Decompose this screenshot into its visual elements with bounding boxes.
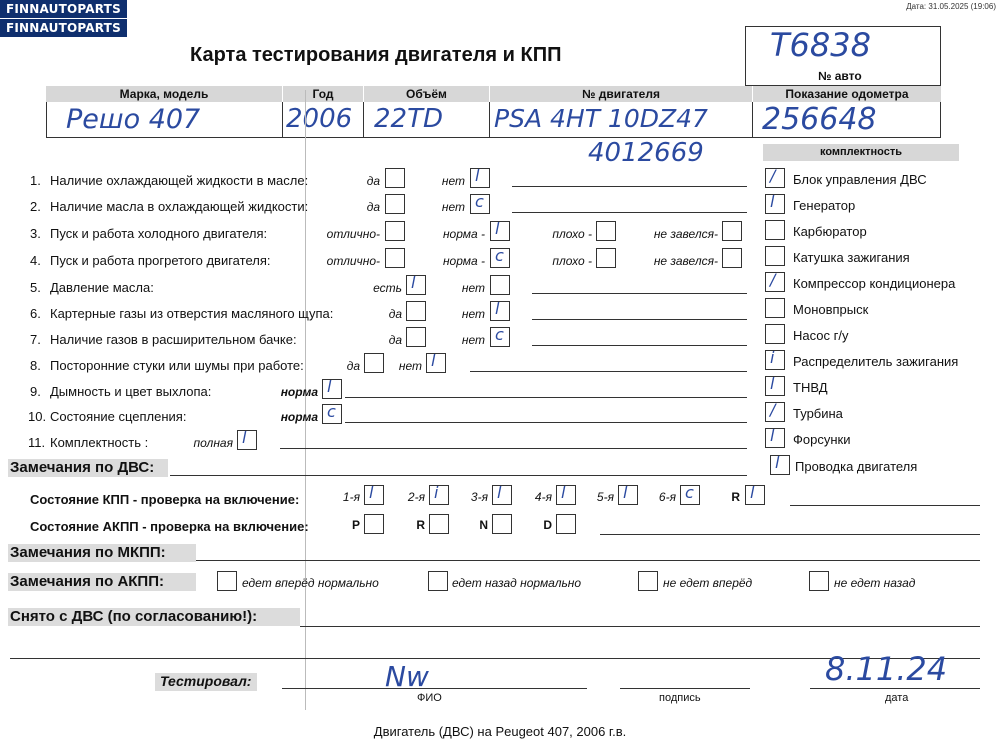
complect-power-steering-pump-label: Насос г/у	[793, 328, 849, 343]
row-4-normal-checkbox[interactable]: c	[490, 248, 510, 268]
row-2-opt-yes: да	[366, 200, 380, 214]
row-2-no-checkbox[interactable]: c	[470, 194, 490, 214]
row-6-number: 6.	[30, 306, 41, 321]
row-2-notes-line	[512, 212, 747, 213]
akpp-label: Состояние АКПП - проверка на включение:	[30, 519, 309, 534]
complect-ignition-coil-checkbox[interactable]	[765, 246, 785, 266]
row-2-yes-checkbox[interactable]	[385, 194, 405, 214]
fio-label: ФИО	[417, 692, 442, 704]
row-7-notes-line	[532, 345, 747, 346]
akpp-r-checkbox[interactable]	[429, 514, 449, 534]
row-5-yes-checkbox[interactable]: l	[406, 275, 426, 295]
row-3-opt-bad: плохо -	[552, 227, 592, 241]
row-1-number: 1.	[30, 173, 41, 188]
engine-number-handwritten: PSA 4HT 10DZ47	[494, 104, 708, 133]
row-3-opt-normal: норма -	[442, 227, 485, 241]
row-5-notes-line	[532, 293, 747, 294]
row-6-opt-yes: да	[388, 307, 402, 321]
page-caption: Двигатель (ДВС) на Peugeot 407, 2006 г.в.	[373, 724, 627, 739]
volume-handwritten: 22TD	[374, 104, 443, 134]
row-10-label: Состояние сцепления:	[50, 409, 187, 424]
car-number-label: № авто	[818, 69, 862, 83]
complect-injectors-checkbox[interactable]: l	[765, 428, 785, 448]
complect-distributor-checkbox[interactable]: i	[765, 350, 785, 370]
complect-injection-pump-checkbox[interactable]: l	[765, 376, 785, 396]
remarks-mkpp-line	[196, 560, 980, 561]
complect-injection-pump-label: ТНВД	[793, 380, 828, 395]
model-handwritten: Peшo 407	[66, 104, 201, 135]
row-6-opt-no: нет	[461, 307, 485, 321]
header-volume: Объём	[364, 86, 489, 102]
complect-ac-compressor-checkbox[interactable]: /	[765, 272, 785, 292]
watermark-logo: FINNAUTOPARTS	[0, 0, 127, 18]
complect-ecu-checkbox[interactable]: /	[765, 168, 785, 188]
row-6-label: Картерные газы из отверстия масляного щупа:	[50, 306, 334, 321]
kpp-gear-5-checkbox[interactable]: l	[618, 485, 638, 505]
complect-generator-label: Генератор	[793, 198, 856, 213]
row-7-yes-checkbox[interactable]	[406, 327, 426, 347]
row-4-number: 4.	[30, 253, 41, 268]
row-4-opt-normal: норма -	[442, 254, 485, 268]
row-8-notes-line	[470, 371, 747, 372]
row-9-normal-checkbox[interactable]: l	[322, 379, 342, 399]
row-8-opt-no: нет	[398, 359, 422, 373]
row-8-label: Посторонние стуки или шумы при работе:	[50, 358, 304, 373]
signature-line	[620, 688, 750, 689]
row-4-opt-bad: плохо -	[552, 254, 592, 268]
kpp-notes-line	[790, 505, 980, 506]
akpp-backward-fail-label: не едет назад	[834, 576, 916, 590]
row-4-label: Пуск и работа прогретого двигателя:	[50, 253, 271, 268]
row-9-number: 9.	[30, 384, 41, 399]
removed-line	[300, 626, 980, 627]
date-label: дата	[885, 692, 909, 704]
akpp-d-label: D	[543, 518, 552, 532]
row-5-opt-yes: есть	[373, 281, 402, 295]
row-2-label: Наличие масла в охлаждающей жидкости:	[50, 199, 309, 214]
akpp-p-checkbox[interactable]	[364, 514, 384, 534]
row-3-not-started-checkbox[interactable]	[722, 221, 742, 241]
header-year: Год	[283, 86, 363, 102]
akpp-forward-fail-label: не едет вперёд	[663, 576, 753, 590]
row-6-notes-line	[532, 319, 747, 320]
akpp-d-checkbox[interactable]	[556, 514, 576, 534]
complect-mono-injection-checkbox[interactable]	[765, 298, 785, 318]
row-1-opt-yes: да	[366, 174, 380, 188]
date-line	[810, 688, 980, 689]
row-5-no-checkbox[interactable]	[490, 275, 510, 295]
row-4-not-started-checkbox[interactable]	[722, 248, 742, 268]
row-1-label: Наличие охлаждающей жидкости в масле:	[50, 173, 309, 188]
kpp-gear-3-checkbox[interactable]: l	[492, 485, 512, 505]
akpp-backward-ok-checkbox[interactable]	[428, 571, 448, 591]
form-title: Карта тестирования двигателя и КПП	[190, 44, 562, 66]
row-9-notes-line	[345, 397, 747, 398]
kpp-gear-r-label: R	[731, 490, 740, 504]
row-1-notes-line	[512, 186, 747, 187]
akpp-n-checkbox[interactable]	[492, 514, 512, 534]
row-11-opt-full: полная	[193, 436, 233, 450]
row-7-label: Наличие газов в расширительном бачке:	[50, 332, 297, 347]
row-3-label: Пуск и работа холодного двигателя:	[50, 226, 268, 241]
remarks-dvs-label: Замечания по ДВС:	[10, 459, 155, 476]
row-3-opt-not-started: не завелся-	[653, 227, 718, 241]
row-9-opt-normal: норма	[280, 385, 318, 399]
row-11-full-checkbox[interactable]: l	[237, 430, 257, 450]
car-number-handwritten: T6838	[770, 26, 871, 64]
row-5-label: Давление масла:	[50, 280, 154, 295]
date-handwritten: 8.11.24	[825, 650, 948, 688]
akpp-backward-fail-checkbox[interactable]	[809, 571, 829, 591]
row-10-notes-line	[345, 422, 747, 423]
row-1-yes-checkbox[interactable]	[385, 168, 405, 188]
complect-injectors-label: Форсунки	[793, 432, 851, 447]
row-5-opt-no: нет	[461, 281, 485, 295]
row-9-label: Дымность и цвет выхлопа:	[50, 384, 212, 399]
row-3-bad-checkbox[interactable]	[596, 221, 616, 241]
row-6-no-checkbox[interactable]: l	[490, 301, 510, 321]
header-engine-number: № двигателя	[490, 86, 752, 102]
engine-number-line2-handwritten: 4012669	[588, 138, 704, 168]
tester-signature-handwritten: Nw	[385, 660, 429, 693]
signature-label: подпись	[659, 692, 701, 704]
row-4-bad-checkbox[interactable]	[596, 248, 616, 268]
complect-power-steering-pump-checkbox[interactable]	[765, 324, 785, 344]
complect-generator-checkbox[interactable]: l	[765, 194, 785, 214]
row-7-opt-no: нет	[461, 333, 485, 347]
kpp-gear-r-checkbox[interactable]: l	[745, 485, 765, 505]
row-3-number: 3.	[30, 226, 41, 241]
fio-line	[282, 688, 587, 689]
kpp-gear-4-label: 4-я	[534, 490, 552, 504]
complect-carburetor-checkbox[interactable]	[765, 220, 785, 240]
akpp-forward-ok-label: едет вперёд нормально	[242, 576, 379, 590]
akpp-r-label: R	[416, 518, 425, 532]
row-6-yes-checkbox[interactable]	[406, 301, 426, 321]
row-8-opt-yes: да	[346, 359, 360, 373]
kpp-gear-1-checkbox[interactable]: l	[364, 485, 384, 505]
watermark-logo-2: FINNAUTOPARTS	[0, 19, 127, 37]
complect-header: комплектность	[763, 144, 959, 161]
tested-label: Тестировал:	[160, 673, 252, 689]
complect-distributor-label: Распределитель зажигания	[793, 354, 959, 369]
akpp-backward-ok-label: едет назад нормально	[452, 576, 582, 590]
header-model: Марка, модель	[46, 86, 282, 102]
row-7-opt-yes: да	[388, 333, 402, 347]
complect-turbine-checkbox[interactable]: /	[765, 402, 785, 422]
row-10-number: 10.	[28, 409, 47, 424]
row-2-opt-no: нет	[441, 200, 465, 214]
complect-ac-compressor-label: Компрессор кондиционера	[793, 276, 956, 291]
row-3-normal-checkbox[interactable]: l	[490, 221, 510, 241]
remarks-mkpp-label: Замечания по МКПП:	[10, 544, 166, 561]
row-11-number: 11.	[28, 435, 46, 450]
row-4-opt-not-started: не завелся-	[653, 254, 718, 268]
kpp-gear-5-label: 5-я	[596, 490, 614, 504]
kpp-gear-3-label: 3-я	[470, 490, 488, 504]
akpp-notes-line	[600, 534, 980, 535]
kpp-gear-2-checkbox[interactable]: i	[429, 485, 449, 505]
kpp-label: Состояние КПП - проверка на включение:	[30, 492, 300, 507]
row-2-number: 2.	[30, 199, 41, 214]
year-handwritten: 2006	[286, 104, 353, 134]
row-3-opt-excellent: отлично-	[326, 227, 380, 241]
remarks-akpp-label: Замечания по АКПП:	[10, 573, 164, 590]
row-4-excellent-checkbox[interactable]	[385, 248, 405, 268]
complect-ignition-coil-label: Катушка зажигания	[793, 250, 910, 265]
removed-label: Снято с ДВС (по согласованию!):	[10, 608, 258, 625]
row-1-opt-no: нет	[441, 174, 465, 188]
complect-ecu-label: Блок управления ДВС	[793, 172, 927, 187]
akpp-n-label: N	[479, 518, 488, 532]
akpp-forward-fail-checkbox[interactable]	[638, 571, 658, 591]
kpp-gear-4-checkbox[interactable]: l	[556, 485, 576, 505]
complect-wiring-checkbox[interactable]: l	[770, 455, 790, 475]
kpp-gear-1-label: 1-я	[342, 490, 360, 504]
row-7-number: 7.	[30, 332, 41, 347]
kpp-gear-6-checkbox[interactable]: c	[680, 485, 700, 505]
akpp-forward-ok-checkbox[interactable]	[217, 571, 237, 591]
row-8-no-checkbox[interactable]: l	[426, 353, 446, 373]
complect-wiring-label: Проводка двигателя	[795, 459, 918, 474]
remarks-dvs-line	[170, 475, 747, 476]
timestamp: Дата: 31.05.2025 (19:06)	[906, 2, 996, 11]
row-7-no-checkbox[interactable]: c	[490, 327, 510, 347]
row-5-number: 5.	[30, 280, 41, 295]
akpp-p-label: P	[351, 518, 360, 532]
complect-mono-injection-label: Моновпрыск	[793, 302, 869, 317]
row-10-opt-normal: норма	[280, 410, 318, 424]
row-8-number: 8.	[30, 358, 41, 373]
kpp-gear-6-label: 6-я	[658, 490, 676, 504]
complect-turbine-label: Турбина	[793, 406, 843, 421]
complect-carburetor-label: Карбюратор	[793, 224, 867, 239]
kpp-gear-2-label: 2-я	[407, 490, 425, 504]
row-11-label: Комплектность :	[50, 435, 149, 450]
odometer-handwritten: 256648	[762, 102, 877, 137]
row-1-no-checkbox[interactable]: l	[470, 168, 490, 188]
row-3-excellent-checkbox[interactable]	[385, 221, 405, 241]
row-10-normal-checkbox[interactable]: c	[322, 404, 342, 424]
row-4-opt-excellent: отлично-	[326, 254, 380, 268]
row-11-notes-line	[280, 448, 747, 449]
header-odometer: Показание одометра	[753, 86, 941, 102]
